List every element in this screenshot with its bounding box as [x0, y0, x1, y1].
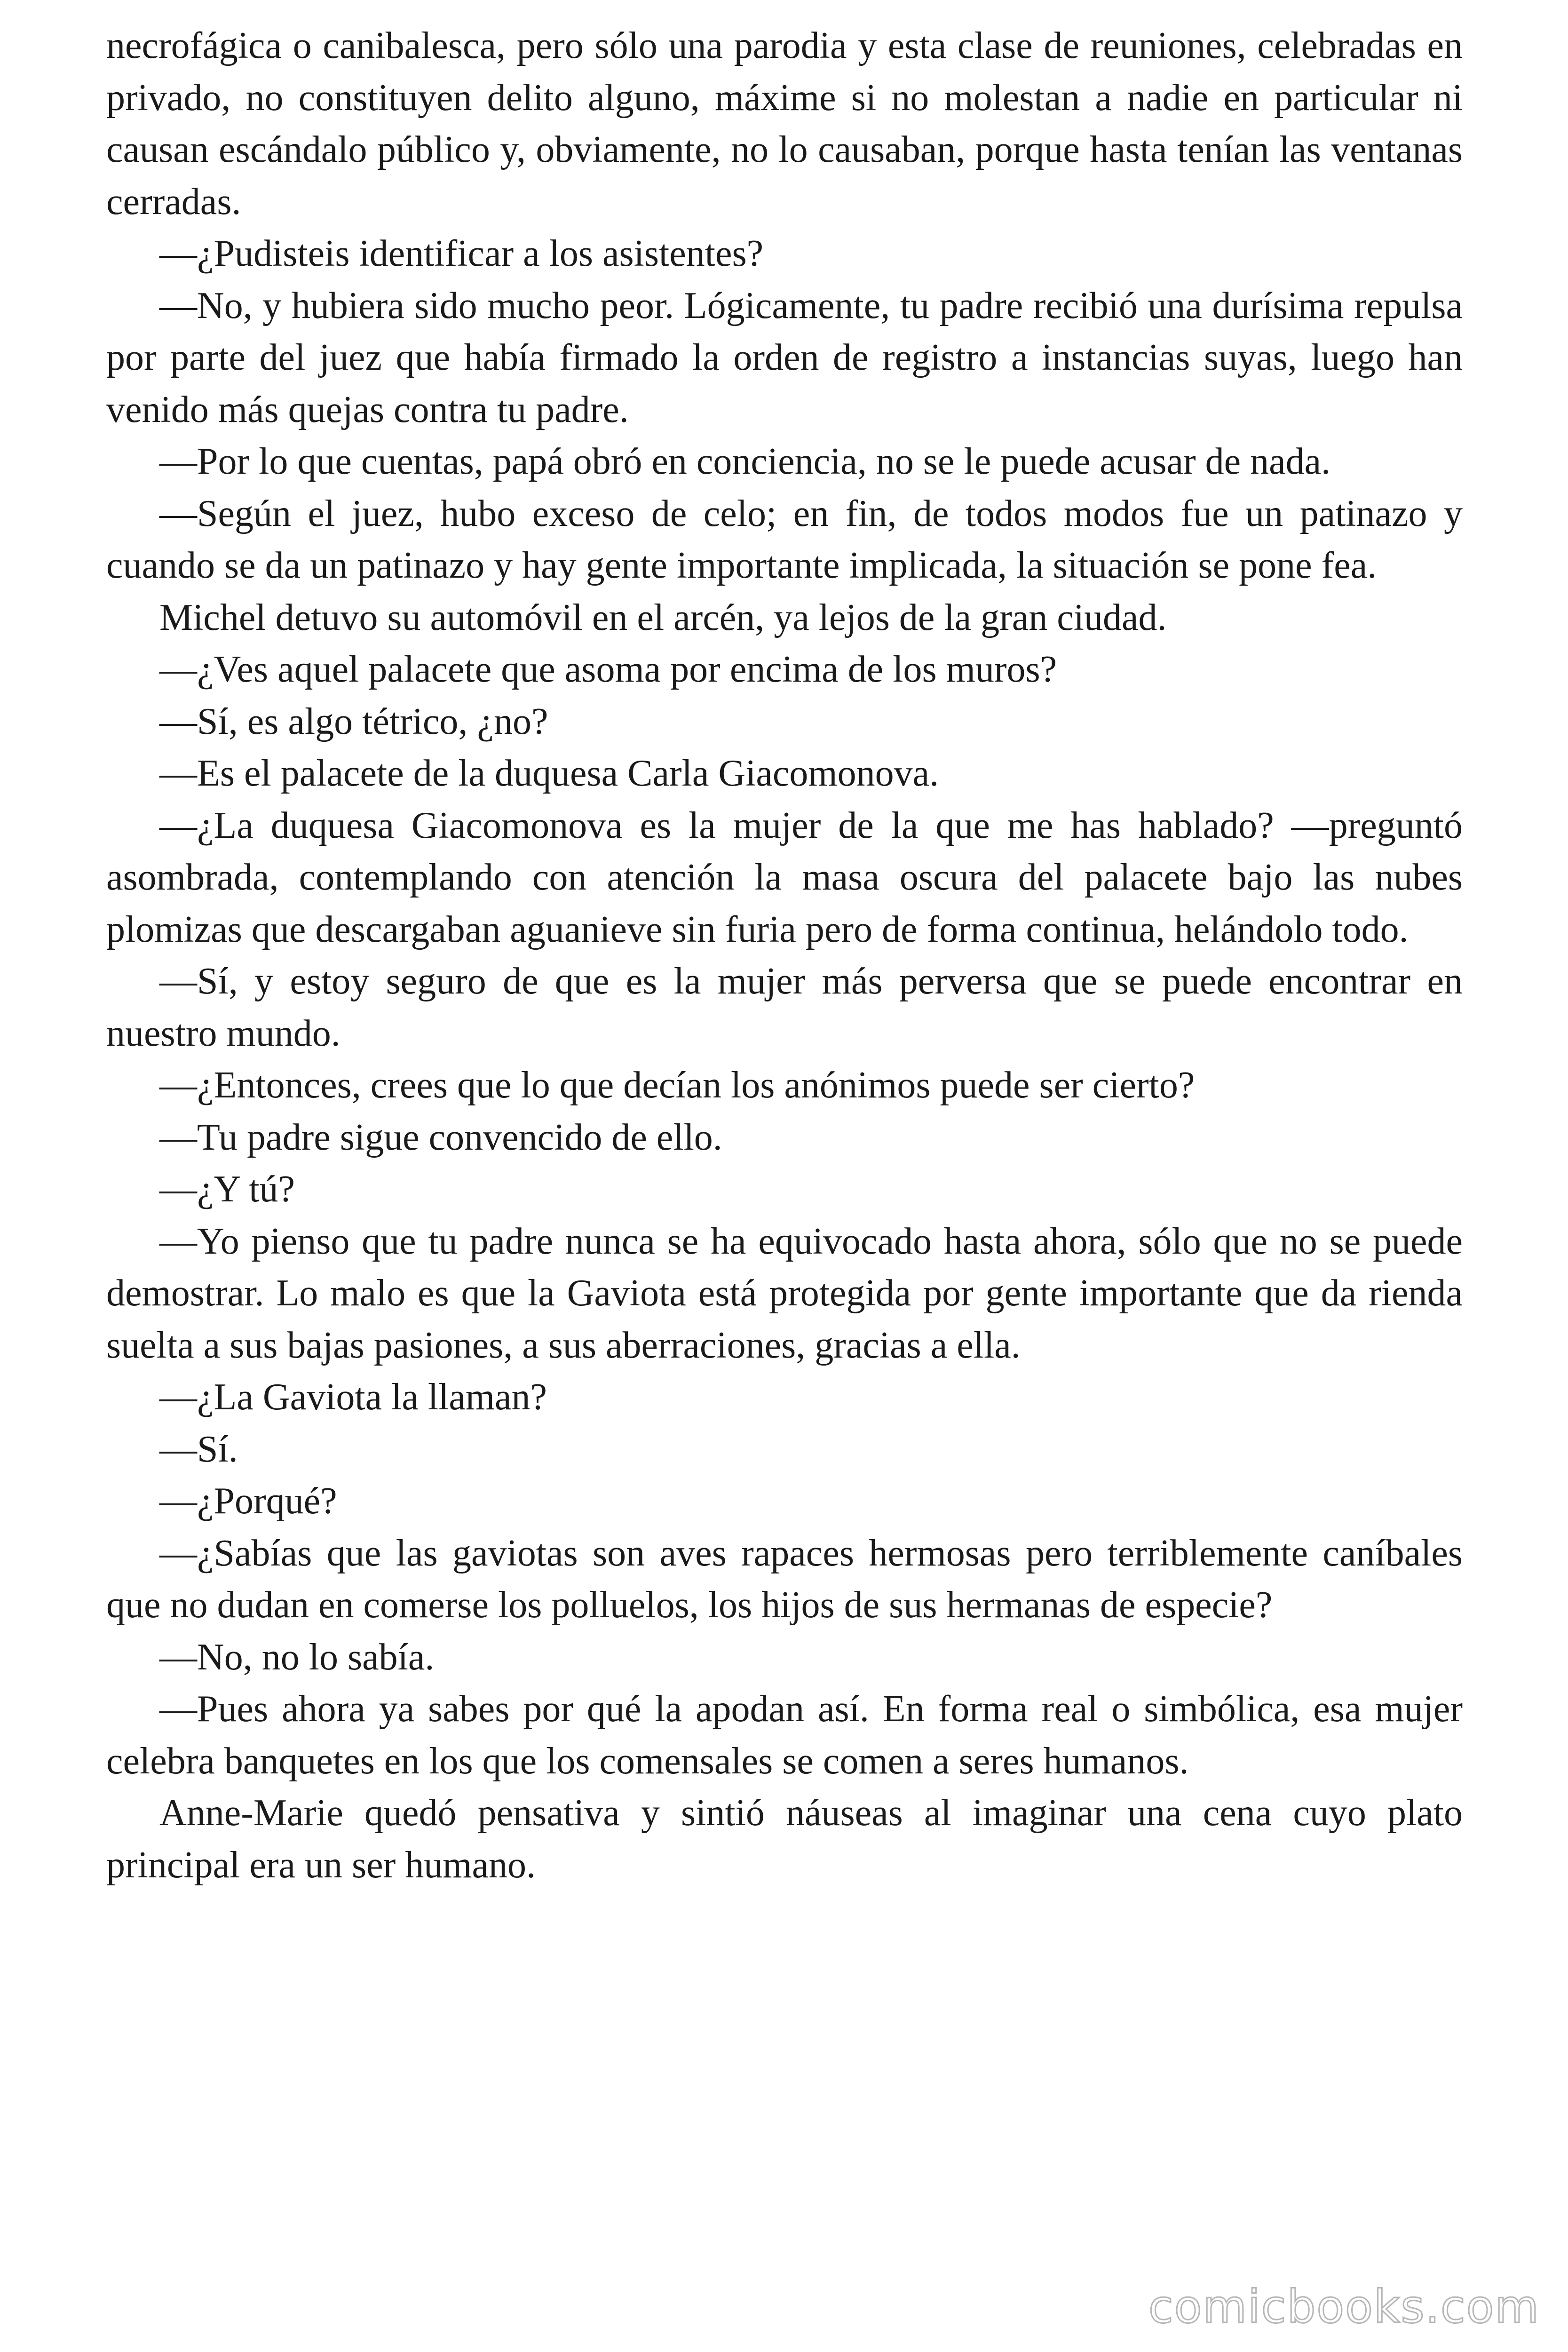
paragraph: —Yo pienso que tu padre nunca se ha equivocado hasta ahora, sólo que no se puede demostrar. Lo malo es que la Gaviota está protegida por gente importante que da rienda suelta a sus bajas pasiones, a sus aberraciones, gracias a ella. — [106, 1220, 1463, 1366]
paragraph: Michel detuvo su automóvil en el arcén, ya lejos de la gran ciudad. — [159, 596, 1167, 638]
paragraph: —¿Entonces, crees que lo que decían los anónimos puede ser cierto? — [159, 1065, 1195, 1106]
paragraph: —¿Y tú? — [159, 1168, 295, 1210]
paragraph: —¿Ves aquel palacete que asoma por encima de los muros? — [159, 649, 1057, 690]
paragraph: —Según el juez, hubo exceso de celo; en fin, de todos modos fue un patinazo y cuando se da un patinazo y hay gente importante implicada, la situación se pone fea. — [106, 493, 1463, 586]
paragraph: —Sí. — [159, 1428, 238, 1470]
paragraph: —Sí, y estoy seguro de que es la mujer más perversa que se puede encontrar en nuestro mundo. — [106, 961, 1463, 1054]
paragraph: Anne-Marie quedó pensativa y sintió náuseas al imaginar una cena cuyo plato principal era un ser humano. — [106, 1792, 1463, 1886]
paragraph: —¿La Gaviota la llaman? — [159, 1376, 547, 1418]
paragraph: —¿Sabías que las gaviotas son aves rapaces hermosas pero terriblemente caníbales que no dudan en comerse los polluelos, los hijos de sus hermanas de especie? — [106, 1532, 1463, 1626]
paragraph: necrofágica o canibalesca, pero sólo una parodia y esta clase de reuniones, celebradas en privado, no constituyen delito alguno, máxime si no molestan a nadie en particular ni causan escándalo público y, obviamente, no lo causaban, porque hasta tenían las ventanas cerradas. — [106, 25, 1463, 222]
paragraph: —No, no lo sabía. — [159, 1636, 435, 1678]
paragraph: —¿Pudisteis identificar a los asistentes? — [159, 233, 764, 274]
paragraph: —¿La duquesa Giacomonova es la mujer de la que me has hablado? —preguntó asombrada, contemplando con atención la masa oscura del palacete bajo las nubes plomizas que descargaban aguanieve sin furia pero de forma continua, helándolo todo. — [106, 804, 1463, 950]
paragraph: —Sí, es algo tétrico, ¿no? — [159, 700, 548, 742]
paragraph: —Tu padre sigue convencido de ello. — [159, 1116, 722, 1158]
watermark: comicbooks.com — [1148, 2280, 1540, 2333]
paragraph: —Es el palacete de la duquesa Carla Giacomonova. — [159, 753, 939, 794]
paragraph: —Pues ahora ya sabes por qué la apodan así. En forma real o simbólica, esa mujer celebra banquetes en los que los comensales se comen a seres humanos. — [106, 1688, 1463, 1782]
body-text — [106, 20, 1463, 1891]
paragraph: —No, y hubiera sido mucho peor. Lógicamente, tu padre recibió una durísima repulsa por parte del juez que había firmado la orden de registro a instancias suyas, luego han venido más quejas contra tu padre. — [106, 285, 1463, 430]
paragraph: —¿Porqué? — [159, 1480, 337, 1522]
paragraph: —Por lo que cuentas, papá obró en conciencia, no se le puede acusar de nada. — [159, 441, 1331, 482]
